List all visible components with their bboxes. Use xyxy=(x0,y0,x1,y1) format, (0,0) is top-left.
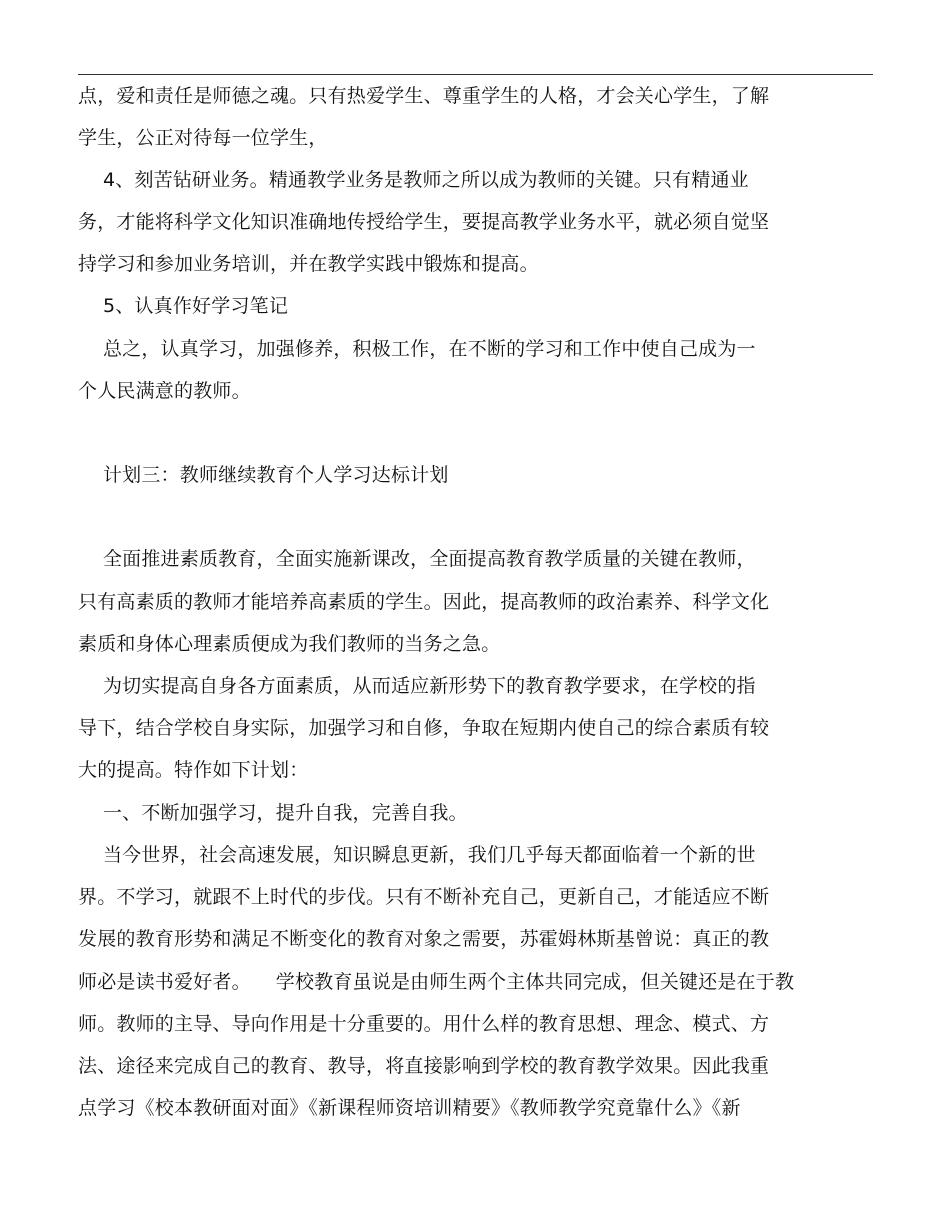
text-line: 为切实提高自身各方面素质，从而适应新形势下的教育教学要求，在学校的指 xyxy=(78,675,756,697)
text-line: 点，爱和责任是师德之魂。只有热爱学生、尊重学生的人格，才会关心学生，了解 xyxy=(78,85,770,107)
text-line: 发展的教育形势和满足不断变化的教育对象之需要，苏霍姆林斯基曾说：真正的教 xyxy=(78,928,770,950)
text-line: 当今世界，社会高速发展，知识瞬息更新，我们几乎每天都面临着一个新的世 xyxy=(78,844,756,866)
text-line: 个人民满意的教师。 xyxy=(78,380,251,402)
text-line: 一、不断加强学习，提升自我，完善自我。 xyxy=(78,802,468,824)
text-line: 全面推进素质教育，全面实施新课改，全面提高教育教学质量的关键在教师， xyxy=(78,548,756,570)
text-line: 务，才能将科学文化知识准确地传授给学生，要提高教学业务水平，就必须自觉坚 xyxy=(78,211,770,233)
text-line: 点学习《校本教研面对面》《新课程师资培训精要》《教师教学究竟靠什么》《新 xyxy=(78,1097,741,1119)
text-line: 大的提高。特作如下计划： xyxy=(78,759,309,781)
text-line: 学生，公正对待每一位学生， xyxy=(78,127,328,149)
text-line: 5、认真作好学习笔记 xyxy=(78,295,289,317)
text-line: 持学习和参加业务培训，并在教学实践中锻炼和提高。 xyxy=(78,253,539,275)
text-line: 4、刻苦钻研业务。精通教学业务是教师之所以成为教师的关键。只有精通业 xyxy=(78,169,749,191)
text-line: 师必是读书爱好者。 学校教育虽说是由师生两个主体共同完成，但关键还是在于教 xyxy=(78,971,795,993)
text-line: 导下，结合学校自身实际，加强学习和自修，争取在短期内使自己的综合素质有较 xyxy=(78,717,770,739)
text-line: 只有高素质的教师才能培养高素质的学生。因此，提高教师的政治素养、科学文化 xyxy=(78,591,770,613)
section-heading: 计划三：教师继续教育个人学习达标计划 xyxy=(78,464,449,486)
text-line: 法、途径来完成自己的教育、教导，将直接影响到学校的教育教学效果。因此我重 xyxy=(78,1055,770,1077)
text-line: 师。教师的主导、导向作用是十分重要的。用什么样的教育思想、理念、模式、方 xyxy=(78,1013,770,1035)
text-line: 总之，认真学习，加强修养，积极工作，在不断的学习和工作中使自己成为一 xyxy=(78,338,756,360)
text-line: 界。不学习，就跟不上时代的步伐。只有不断补充自己，更新自己，才能适应不断 xyxy=(78,886,770,908)
text-line: 素质和身体心理素质便成为我们教师的当务之急。 xyxy=(78,633,501,655)
top-rule xyxy=(78,74,873,75)
